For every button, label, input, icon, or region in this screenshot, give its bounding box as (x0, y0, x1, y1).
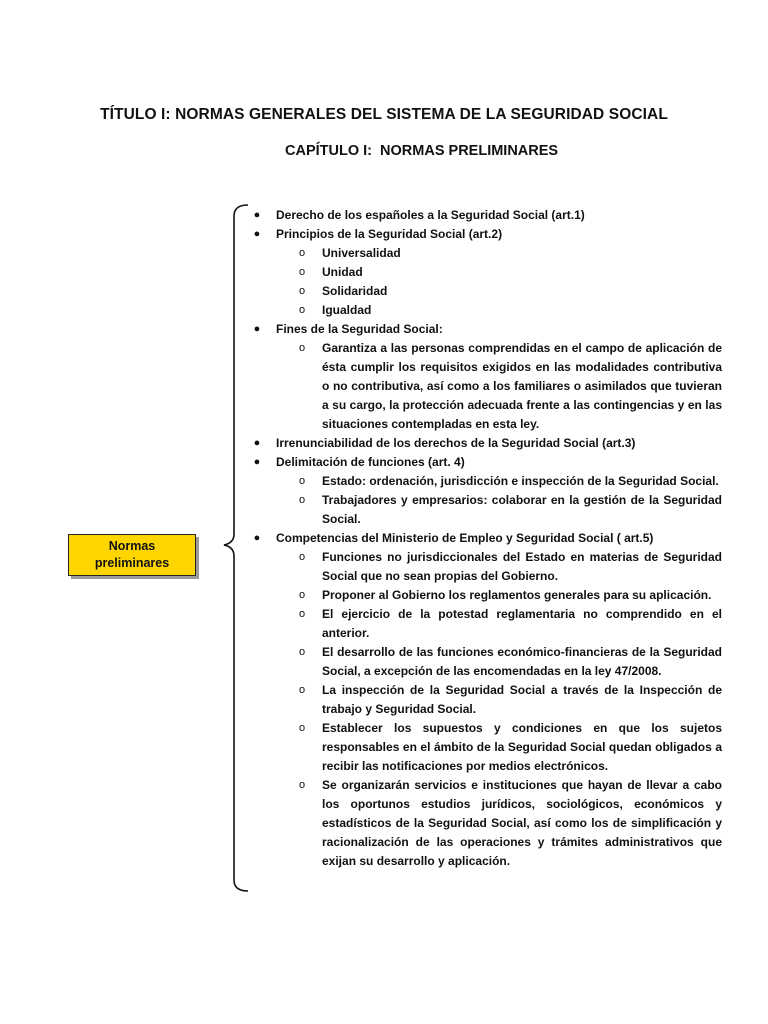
document-title: TÍTULO I: NORMAS GENERALES DEL SISTEMA DE LA SEGURIDAD SOCIAL (100, 106, 668, 123)
chapter-title: CAPÍTULO I: NORMAS PRELIMINARES (285, 143, 559, 159)
list-item-text: Delimitación de funciones (art. 4) (276, 455, 465, 469)
circle-bullet-icon: o (299, 779, 306, 791)
circle-bullet-icon: o (299, 589, 306, 601)
list-item-text: Competencias del Ministerio de Empleo y Seguridad Social ( art.5) (276, 531, 654, 545)
list-item (252, 529, 722, 548)
sub-list-item-text: Unidad (322, 265, 363, 279)
sub-list-item-text: Se organizarán servicios e instituciones que hayan de llevar a cabo los oportunos estudios jurídicos, sociológicos, económicos y estadísticos de la Seguridad Social, así como los de simplificación y racionalización de las operaciones y trámites administrativos que exijan su desarrollo y aplicación. (322, 778, 722, 868)
sub-list-item (252, 605, 722, 643)
list-item (252, 453, 722, 472)
circle-bullet-icon: o (299, 247, 306, 259)
curly-brace (222, 204, 252, 894)
sub-list-item (252, 282, 722, 301)
list-item-text: Irrenunciabilidad de los derechos de la Seguridad Social (art.3) (276, 436, 636, 450)
circle-bullet-icon: o (299, 342, 306, 354)
sub-list-item (252, 548, 722, 586)
list-item-text: Principios de la Seguridad Social (art.2) (276, 227, 503, 241)
list-item (252, 206, 722, 225)
list-item-text: Derecho de los españoles a la Seguridad Social (art.1) (276, 208, 585, 222)
sub-list-item-text: Establecer los supuestos y condiciones en que los sujetos responsables en el ámbito de la Seguridad Social quedan obligados a recibir las notificaciones por medios electrónicos. (322, 721, 722, 773)
sub-list-item (252, 339, 722, 434)
side-label-text: Normas preliminares (94, 539, 170, 570)
sub-list-item (252, 719, 722, 776)
sub-list-item-text: Trabajadores y empresarios: colaborar en la gestión de la Seguridad Social. (322, 493, 722, 526)
sub-list-item-text: Universalidad (322, 246, 401, 260)
bullet-icon: ● (253, 532, 261, 544)
sub-list-item-text: El ejercicio de la potestad reglamentaria no comprendido en el anterior. (322, 607, 722, 640)
side-label-box (68, 534, 196, 576)
circle-bullet-icon: o (299, 646, 306, 658)
sub-list-item-text: El desarrollo de las funciones económico-financieras de la Seguridad Social, a excepción de las encomendadas en la ley 47/2008. (322, 645, 722, 678)
circle-bullet-icon: o (299, 722, 306, 734)
list-item-text: Fines de la Seguridad Social: (276, 322, 443, 336)
circle-bullet-icon: o (299, 304, 306, 316)
circle-bullet-icon: o (299, 608, 306, 620)
list-item (252, 225, 722, 244)
list-item (252, 434, 722, 453)
sub-list-item (252, 244, 722, 263)
circle-bullet-icon: o (299, 551, 306, 563)
sub-list-item (252, 776, 722, 871)
circle-bullet-icon: o (299, 475, 306, 487)
sub-list-item-text: Garantiza a las personas comprendidas en el campo de aplicación de ésta cumplir los requisitos exigidos en las modalidades contributiva o no contributiva, así como a los familiares o asimilados que tuvieran a su cargo, la protección adecuada frente a las contingencias y en las situaciones contempladas en esta ley. (322, 341, 722, 431)
sub-list-item-text: Solidaridad (322, 284, 388, 298)
sub-list-item (252, 643, 722, 681)
circle-bullet-icon: o (299, 494, 306, 506)
sub-list-item-text: Funciones no jurisdiccionales del Estado en materias de Seguridad Social que no sean propias del Gobierno. (322, 550, 722, 583)
bullet-icon: ● (253, 228, 261, 240)
circle-bullet-icon: o (299, 266, 306, 278)
bullet-icon: ● (253, 456, 261, 468)
sub-list-item (252, 301, 722, 320)
sub-list-item-text: Proponer al Gobierno los reglamentos generales para su aplicación. (322, 588, 712, 602)
sub-list-item (252, 681, 722, 719)
sub-list-item-text: La inspección de la Seguridad Social a través de la Inspección de trabajo y Seguridad Social. (322, 683, 722, 716)
outline-list (252, 206, 722, 871)
sub-list-item (252, 472, 722, 491)
sub-list-item-text: Estado: ordenación, jurisdicción e inspección de la Seguridad Social. (322, 474, 719, 488)
bullet-icon: ● (253, 437, 261, 449)
circle-bullet-icon: o (299, 684, 306, 696)
sub-list-item (252, 586, 722, 605)
list-item (252, 320, 722, 339)
sub-list-item (252, 263, 722, 282)
sub-list-item (252, 491, 722, 529)
bullet-icon: ● (253, 209, 261, 221)
circle-bullet-icon: o (299, 285, 306, 297)
bullet-icon: ● (253, 323, 261, 335)
sub-list-item-text: Igualdad (322, 303, 372, 317)
